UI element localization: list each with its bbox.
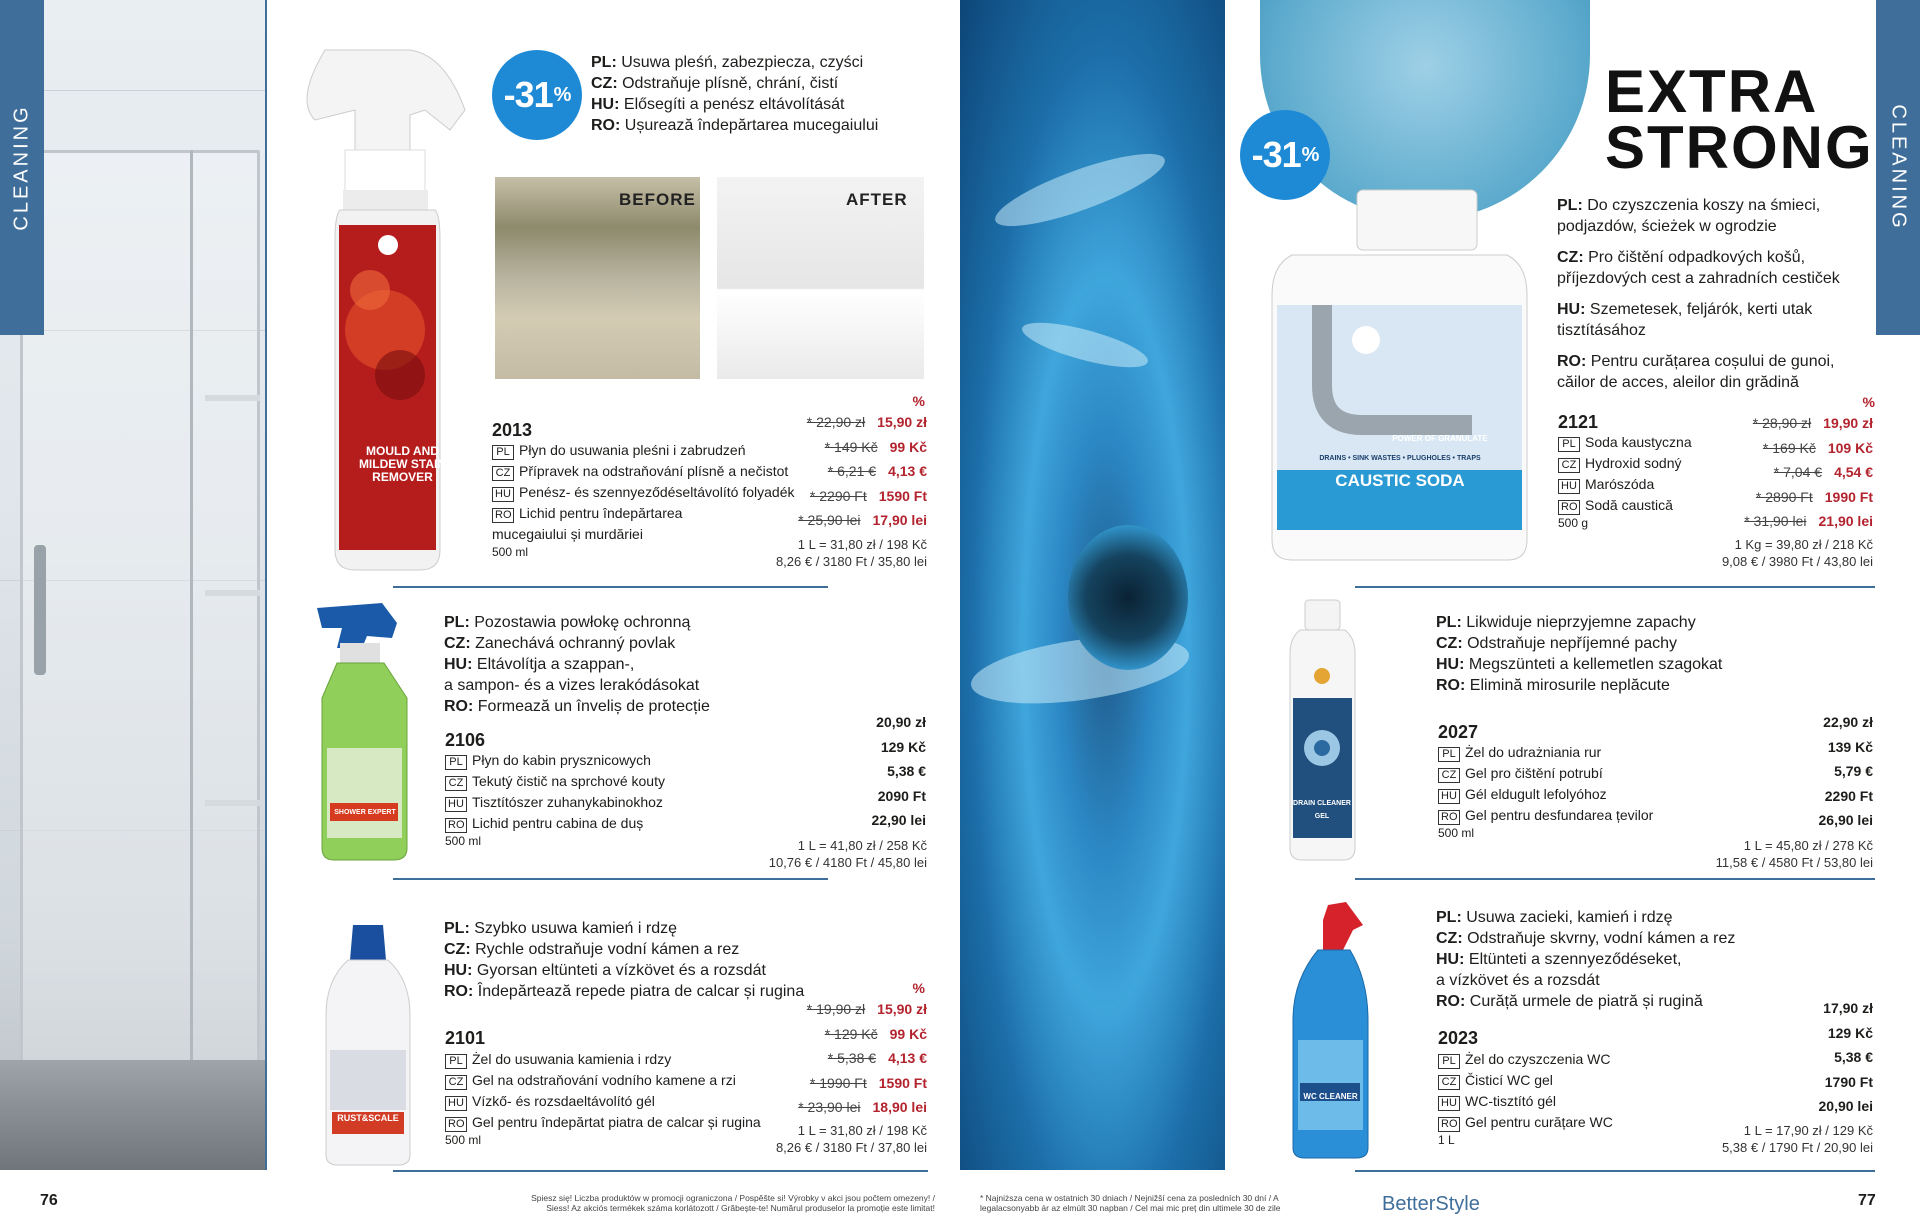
product-code-2101: 2101 [445, 1028, 486, 1048]
side-tab-left: CLEANING [0, 0, 44, 335]
price-table-2101: * 19,90 zł 15,90 zł * 129 Kč 99 Kč * 5,38 € 4,13 € * 1990 Ft 1590 Ft * 23,90 lei 18,90 lei [798, 1001, 927, 1115]
product-code-2013: 2013 [492, 420, 533, 440]
separator [1355, 878, 1875, 880]
left-page-divider [265, 0, 267, 1170]
product-code-2121: 2121 [1558, 412, 1599, 432]
price-table-2106: 20,90 zł 129 Kč 5,38 € 2090 Ft 22,90 lei [871, 714, 926, 828]
description-2106: PL: Pozostawia powłokę ochronną CZ: Zanechává ochranný povlak HU: Eltávolítja a szappan-, a sampon- és a vizes lerakódásokat RO: Formează un înveliș de protecție [444, 614, 710, 715]
description-2027: PL: Likwiduje nieprzyjemne zapachy CZ: Odstraňuje nepříjemné pachy HU: Megszünteti a kellemetlen szagokat RO: Elimină mirosurile neplăcute [1436, 614, 1723, 694]
after-label: AFTER [846, 190, 908, 209]
bottle-label-2023: WC CLEANER [1303, 1092, 1358, 1101]
headline: EXTRA STRONG [1605, 58, 1874, 181]
unit-price-2027: 1 L = 45,80 zł / 278 Kč 11,58 € / 4580 Ft / 53,80 lei [1715, 838, 1873, 870]
discount-badge-2013: -31 % [492, 50, 582, 140]
pct-2121: % [1862, 394, 1875, 410]
separator [393, 878, 828, 880]
unit-price-2121: 1 Kg = 39,80 zł / 218 Kč 9,08 € / 3980 Ft / 43,80 lei [1721, 537, 1873, 569]
price-table-2027: 22,90 zł 139 Kč 5,79 € 2290 Ft 26,90 lei [1818, 714, 1873, 828]
description-2023: PL: Usuwa zacieki, kamień i rdzę CZ: Odstraňuje skvrny, vodní kámen a rez HU: Eltünteti a szennyeződéseket, a vízkövet és a rozsdát RO: Curăță urmele de piatră și rugină [1436, 909, 1736, 1010]
price-table-2023: 17,90 zł 129 Kč 5,38 € 1790 Ft 20,90 lei [1818, 1000, 1873, 1114]
description-2101: PL: Szybko usuwa kamień i rdzę CZ: Rychle odstraňuje vodní kámen a rez HU: Gyorsan eltünteti a vízkövet és a rozsdát RO: Îndepărtează repede piatra de calcar și rugina [444, 920, 805, 1000]
separator [393, 586, 828, 588]
page-number-left: 76 [40, 1192, 58, 1209]
product-code-2106: 2106 [445, 730, 486, 750]
unit-price-2023: 1 L = 17,90 zł / 129 Kč 5,38 € / 1790 Ft / 20,90 lei [1721, 1123, 1873, 1155]
product-image-2013 [295, 40, 470, 575]
footer-note-left: Spiesz się! Liczba produktów w promocji ograniczona / Pospěšte si! Výrobky v akci jsou počtem omezeny! / Siess! Az akciós termékek száma korlátozott / Grăbește-te! Numărul produselor la promoție este limitat! [531, 1193, 935, 1213]
product-names-2101: PL Żel do usuwania kamienia i rdzy CZ Gel na odstraňování vodního kamene a rzi HU Vízkő- és rozsdaeltávolító gél RO Gel pentru îndepărtat piatra de calcar și rugina 500 ml [445, 1051, 761, 1147]
price-table-2013: * 22,90 zł 15,90 zł * 149 Kč 99 Kč * 6,21 € 4,13 € * 2290 Ft 1590 Ft * 25,90 lei 17,90 lei [798, 414, 927, 528]
product-image-2023 [1288, 900, 1373, 1162]
bottle-sub2-2121: DRAINS • SINK WASTES • PLUGHOLES • TRAPS [1319, 455, 1481, 462]
product-names-2121: PL Soda kaustyczna CZ Hydroxid sodný HU Marószóda RO Sodă caustică 500 g [1558, 434, 1692, 530]
unit-price-2106: 1 L = 41,80 zł / 258 Kč 10,76 € / 4180 Ft / 45,80 lei [768, 838, 927, 870]
before-label: BEFORE [619, 190, 696, 209]
bottle-label-2101: RUST&SCALE [337, 1113, 399, 1123]
description-2013: PL: Usuwa pleśń, zabezpiecza, czyści CZ: Odstraňuje plísně, chrání, čistí HU: Elősegíti a penész eltávolítását RO: Ușurează îndepărtarea mucegaiului [591, 54, 879, 134]
side-tab-right: CLEANING [1876, 0, 1920, 335]
unit-price-2013: 1 L = 31,80 zł / 198 Kč 8,26 € / 3180 Ft / 35,80 lei [775, 537, 927, 569]
product-image-2101 [318, 920, 418, 1170]
separator [1355, 1170, 1875, 1172]
product-names-2023: PL Żel do czyszczenia WC CZ Čisticí WC gel HU WC-tisztító gél RO Gel pentru curățare WC 1 L [1438, 1051, 1613, 1147]
bottle-label-2013: MOULD AND MILDEW STAIN REMOVER [358, 444, 447, 484]
separator [1355, 586, 1875, 588]
bottle-label-2106: SHOWER EXPERT [334, 809, 396, 816]
description-2121: PL: Do czyszczenia koszy na śmieci, podjazdów, ścieżek w ogrodzie CZ: Pro čištění odpadkových košů, příjezdových cest a zahradních cestiček HU: Szemetesek, feljárók, kerti utak tisztításához RO: Pentru curățarea coșului de gunoi, căilor de acces, aleilor din grădină [1557, 197, 1840, 391]
water-photo [960, 0, 1225, 1170]
bottle-label-2121: CAUSTIC SODA [1335, 471, 1465, 490]
product-code-2027: 2027 [1438, 722, 1479, 742]
footer-note-right: * Najniższa cena w ostatnich 30 dniach / Nejnižší cena za posledních 30 dní / A legalacsonyabb ár az elmúlt 30 napban / Cel mai mic preț din ultimele 30 de zile [980, 1193, 1281, 1213]
discount-badge-2121: -31 % [1240, 110, 1330, 200]
product-names-2106: PL Płyn do kabin prysznicowych CZ Tekutý čistič na sprchové kouty HU Tisztítószer zuhanykabinokhoz RO Lichid pentru cabina de duș 500 ml [445, 752, 665, 848]
product-code-2023: 2023 [1438, 1028, 1479, 1048]
pct-2101: % [912, 980, 925, 996]
unit-price-2101: 1 L = 31,80 zł / 198 Kč 8,26 € / 3180 Ft / 37,80 lei [775, 1123, 927, 1155]
product-names-2013: PL Płyn do usuwania pleśni i zabrudzeń CZ Přípravek na odstraňování plísně a nečistot HU Penész- és szennyeződéseltávolító folyadék RO Lichid pentru îndepărtarea mucegaiului și murdăriei 500 ml [492, 442, 795, 559]
page-number-right: 77 [1858, 1192, 1876, 1209]
product-image-2121 [1262, 185, 1537, 565]
bottle-label-2027: DRAIN CLEANER GEL [1293, 800, 1351, 820]
pct-2013: % [912, 393, 925, 409]
price-table-2121: * 28,90 zł 19,90 zł * 169 Kč 109 Kč * 7,04 € 4,54 € * 2890 Ft 1990 Ft * 31,90 lei 21,90 lei [1744, 415, 1873, 529]
product-image-2027 [1285, 598, 1360, 863]
brand-logo: BetterStyle [1382, 1193, 1480, 1215]
product-names-2027: PL Żel do udrażniania rur CZ Gel pro čištění potrubí HU Gél eldugult lefolyóhoz RO Gel pentru desfundarea țevilor 500 ml [1438, 744, 1654, 840]
product-image-2106 [312, 598, 422, 863]
separator [393, 1170, 928, 1172]
bottle-sub-2121: POWER OF GRANULATE [1392, 434, 1488, 443]
